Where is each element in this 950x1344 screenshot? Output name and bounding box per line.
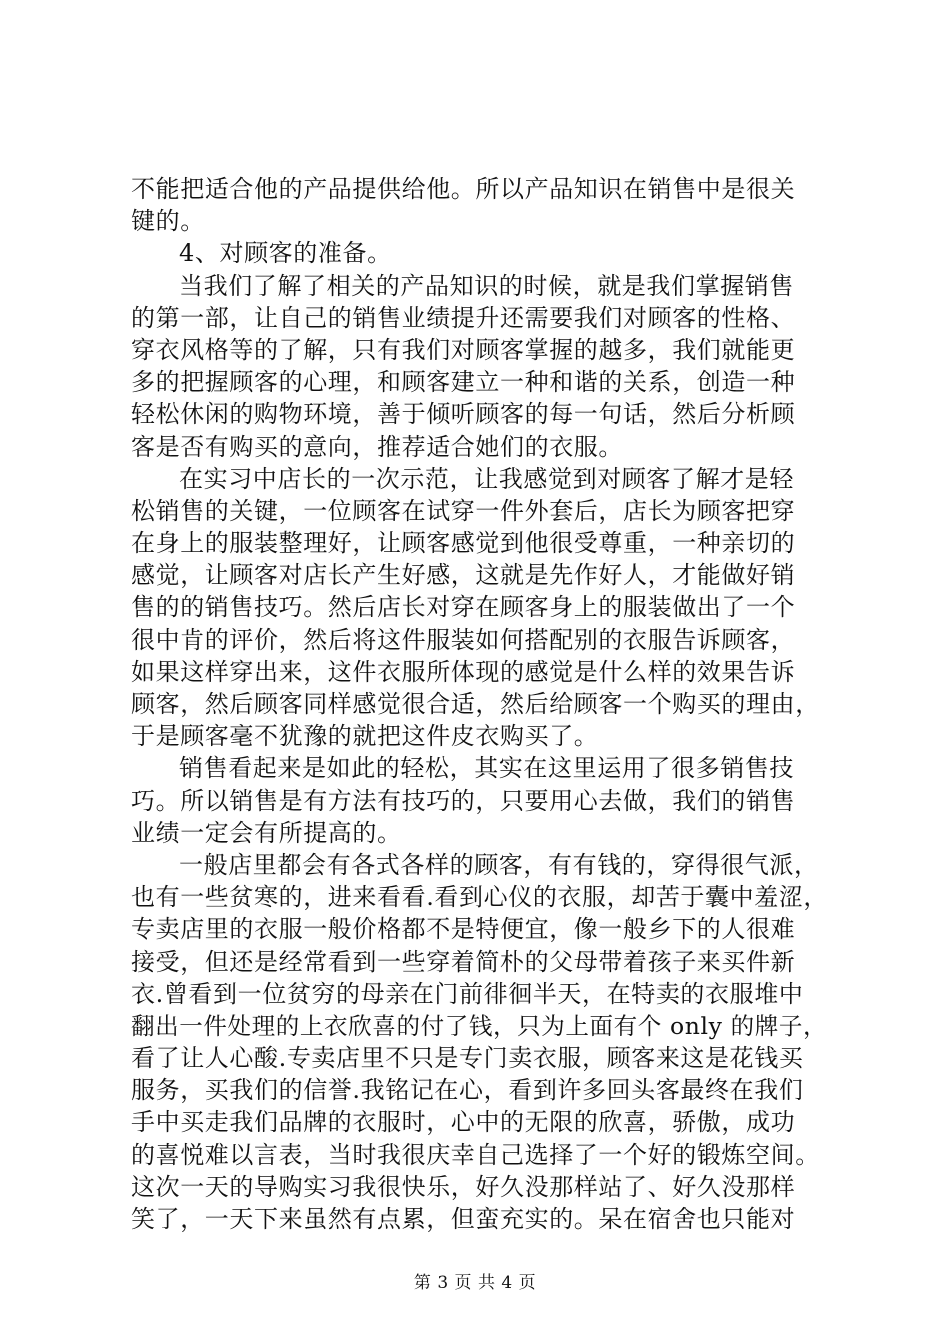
text-line: 翻出一件处理的上衣欣喜的付了钱，只为上面有个 only 的牌子， <box>131 1011 828 1040</box>
text-line: 不能把适合他的产品提供给他。所以产品知识在销售中是很关 <box>131 175 796 203</box>
text-line: 业绩一定会有所提高的。 <box>131 818 402 847</box>
text-line: 巧。所以销售是有方法有技巧的，只要用心去做，我们的销售 <box>131 786 796 815</box>
text-line: 穿衣风格等的了解，只有我们对顾客掌握的越多，我们就能更 <box>131 335 796 364</box>
text-line: 客是否有购买的意向，推荐适合她们的衣服。 <box>131 432 623 461</box>
text-line: 服务，买我们的信誉.我铭记在心，看到许多回头客最终在我们 <box>131 1076 804 1105</box>
text-line: 当我们了解了相关的产品知识的时候，就是我们掌握销售 <box>179 271 794 300</box>
text-line: 轻松休闲的购物环境，善于倾听顾客的每一句话，然后分析顾 <box>131 400 796 429</box>
text-line: 的喜悦难以言表，当时我很庆幸自己选择了一个好的锻炼空间。 <box>131 1140 820 1169</box>
text-line: 这次一天的导购实习我很快乐，好久没那样站了、好久没那样 <box>131 1172 796 1201</box>
text-line: 在身上的服装整理好，让顾客感觉到他很受尊重，一种亲切的 <box>131 529 796 558</box>
text-line: 4、对顾客的准备。 <box>179 239 392 268</box>
text-line: 多的把握顾客的心理，和顾客建立一种和谐的关系，创造一种 <box>131 368 796 397</box>
text-line: 的第一部，让自己的销售业绩提升还需要我们对顾客的性格、 <box>131 303 796 332</box>
body-text <box>131 173 831 1235</box>
text-line: 顾客，然后顾客同样感觉很合适，然后给顾客一个购买的理由， <box>131 690 820 718</box>
text-line: 如果这样穿出来，这件衣服所体现的感觉是什么样的效果告诉 <box>131 657 796 686</box>
text-line: 专卖店里的衣服一般价格都不是特便宜，像一般乡下的人很难 <box>131 915 796 944</box>
text-line: 也有一些贫寒的，进来看看.看到心仪的衣服，却苦于囊中羞涩， <box>131 883 829 912</box>
text-line: 看了让人心酸.专卖店里不只是专门卖衣服，顾客来这是花钱买 <box>131 1044 804 1073</box>
text-line: 接受，但还是经常看到一些穿着简朴的父母带着孩子来买件新 <box>131 947 796 976</box>
text-line: 笑了，一天下来虽然有点累，但蛮充实的。呆在宿舍也只能对 <box>131 1205 796 1233</box>
text-line: 在实习中店长的一次示范，让我感觉到对顾客了解才是轻 <box>179 464 794 493</box>
text-line: 键的。 <box>131 207 205 236</box>
text-line: 感觉，让顾客对店长产生好感，这就是先作好人，才能做好销 <box>131 561 796 590</box>
text-line: 一般店里都会有各式各样的顾客，有有钱的，穿得很气派， <box>179 850 819 879</box>
text-line: 松销售的关键，一位顾客在试穿一件外套后，店长为顾客把穿 <box>131 496 796 525</box>
page-footer: 第 3 页 共 4 页 <box>413 1273 537 1293</box>
text-line: 衣.曾看到一位贫穷的母亲在门前徘徊半天，在特卖的衣服堆中 <box>131 979 804 1008</box>
text-line: 手中买走我们品牌的衣服时，心中的无限的欣喜，骄傲，成功 <box>131 1108 796 1137</box>
text-line: 于是顾客毫不犹豫的就把这件皮衣购买了。 <box>131 722 599 751</box>
text-line: 售的的销售技巧。然后店长对穿在顾客身上的服装做出了一个 <box>131 593 796 622</box>
text-line: 很中肯的评价，然后将这件服装如何搭配别的衣服告诉顾客， <box>131 625 796 654</box>
text-line: 销售看起来是如此的轻松，其实在这里运用了很多销售技 <box>179 754 794 783</box>
